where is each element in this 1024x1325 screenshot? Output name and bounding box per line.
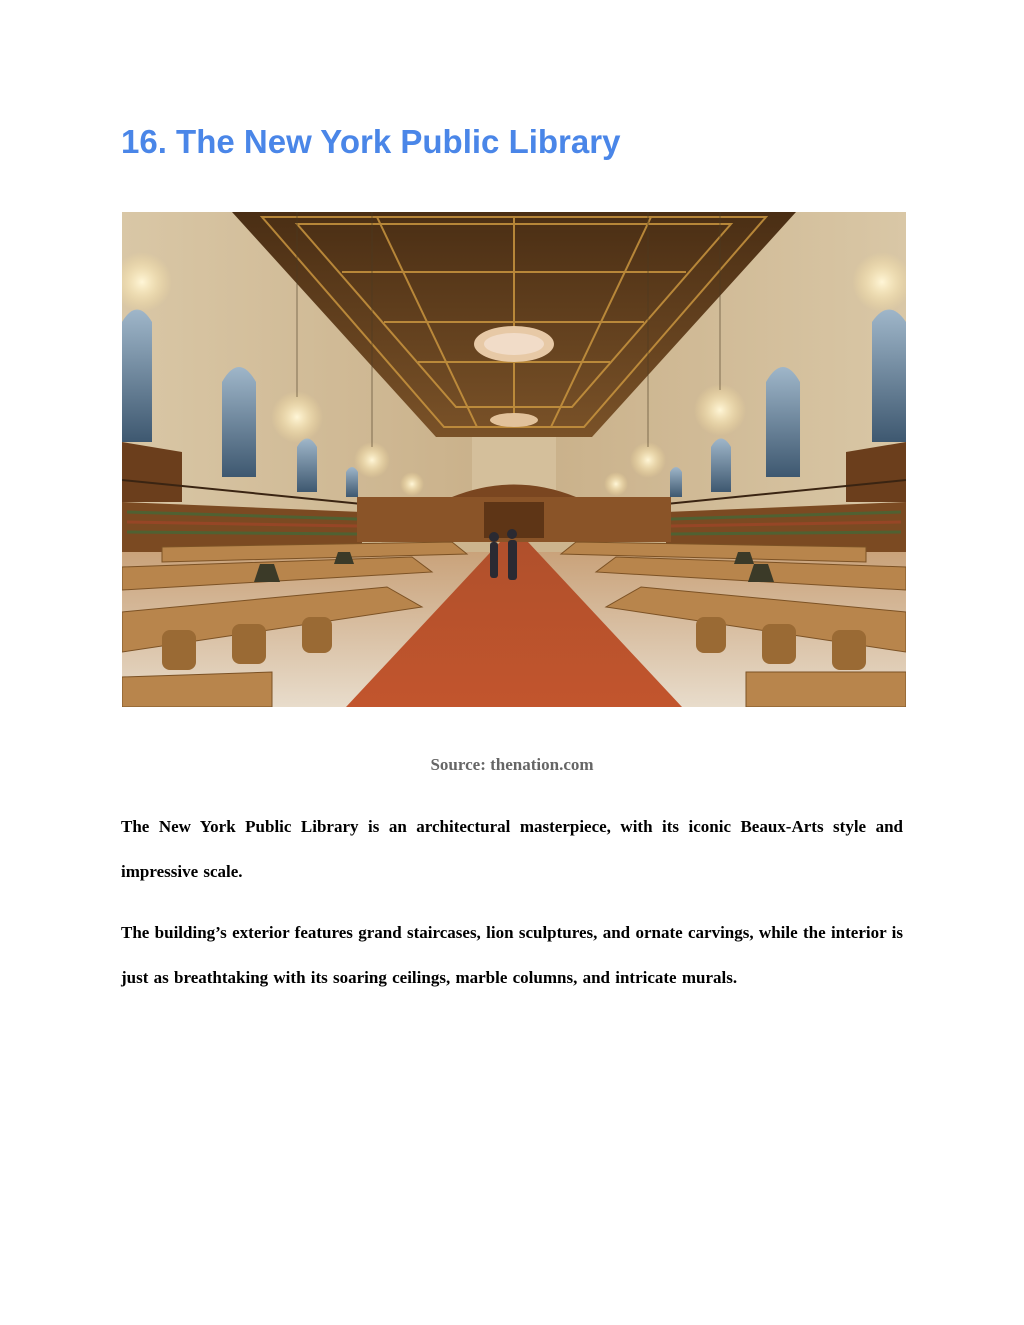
body-paragraph: The building’s exterior features grand staircases, lion sculptures, and ornate carvings, while the interior is just as breathtaking with its soaring ceilings, marble columns, and intricate murals.	[121, 923, 903, 987]
section-heading: 16. The New York Public Library	[121, 123, 621, 160]
image-source-caption: Source: thenation.com	[430, 755, 594, 774]
library-reading-room-photo	[122, 212, 906, 707]
body-paragraph: The New York Public Library is an architectural masterpiece, with its iconic Beaux-Arts style and impressive scale.	[121, 817, 903, 881]
